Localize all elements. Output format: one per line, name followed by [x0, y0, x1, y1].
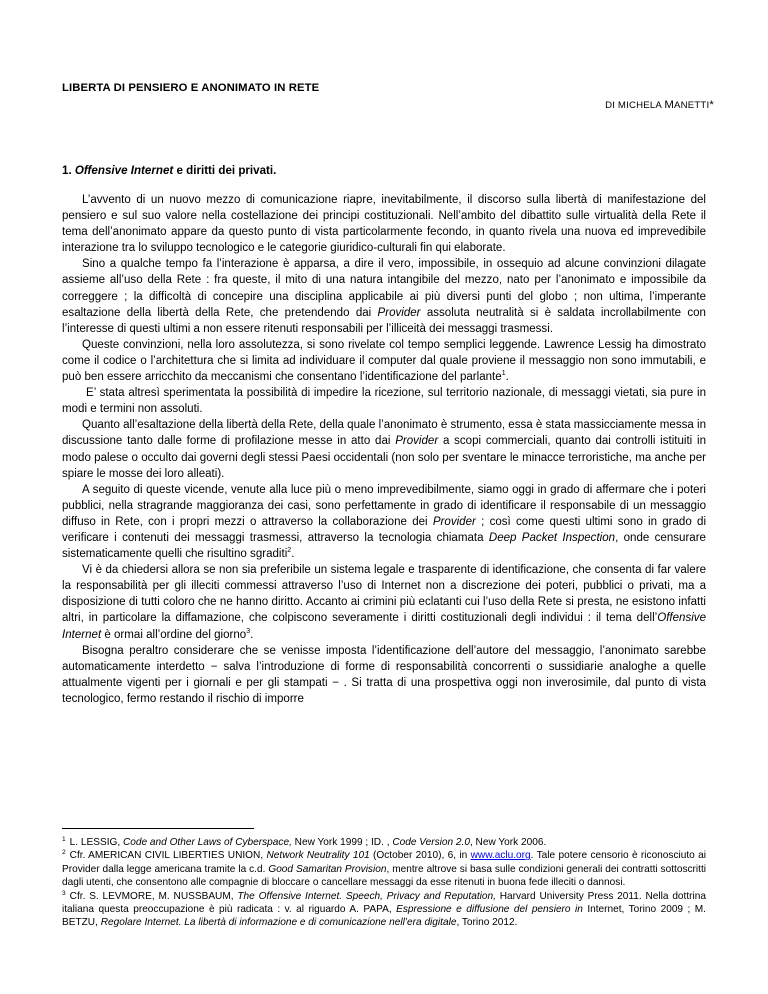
paragraph-1-text: L’avvento di un nuovo mezzo di comunicazione riapre, inevitabilmente, il discorso sulla libertà di manifestazione del pensiero e sul suo valore nella costellazione dei principi costituzionali. Nell’ambito del dibattito sulle virtualità della Rete il tema dell’anonimato appare da questo punto di vista particolarmente fecondo, in quanto rivela una nuova ed imprevedibile interazione tra lo sviluppo tecnologico e le categorie giuridico-culturali fin qui elaborate.: [62, 194, 706, 255]
body-text: [62, 192, 706, 707]
footnote-3-italic-title-2: Espressione e diffusione del pensiero in: [396, 904, 583, 916]
footnote-1-text: L. LESSIG,: [69, 837, 123, 848]
footnote-2-text-mid-2: . Tale potere censorio è riconosciuto ai Provider dalla legge americana tramite la c.d.: [62, 850, 706, 875]
footnote-ref-3[interactable]: 3: [246, 627, 251, 635]
paragraph-6-text: A seguito di queste vicende, venute alla luce più o meno imprevedibilmente, siamo oggi in grado di affermare che i poteri pubblici, nella stragrande maggioranza dei casi, sono perfettamente in grado di identificare il responsabile di un messaggio diffuso in Rete, con i propri mezzi o attraverso la collaborazione dei: [62, 483, 706, 528]
footnote-1-text-end: , New York 2006.: [469, 837, 547, 848]
footnotes: [62, 836, 706, 930]
document-page: [62, 0, 714, 994]
paragraph-8-text: Bisogna peraltro considerare che se venisse imposta l’identificazione dell’autore del messaggio, l’anonimato sarebbe automaticamente interdetto − salva l’introduzione di forme di responsabilità concorrenti o sussidiarie analoghe a quelle attualmente vigenti per i giornali e per gli stampati − . Si tratta di una prospettiva oggi non inverosimile, dal punto di vista tecnologico, fermo restando il rischio di imporre: [62, 644, 706, 705]
author-last-initial: M: [664, 99, 675, 111]
footnote-2-text-mid: (October 2010), 6, in: [369, 850, 471, 862]
footnote-separator: [62, 828, 254, 829]
footnote-3-text: Cfr. S. LEVMORE, M. NUSSBAUM,: [69, 890, 238, 902]
paragraph-7-end: .: [250, 628, 254, 641]
paragraph-5-text-end: a scopi commerciali, quanto dai controlli istituiti in modo palese o occulto dai governi degli stessi Paesi occidentali (non solo per sventare le minacce terroristiche, ma anche per spiare le mosse dei loro alleati).: [62, 435, 706, 480]
paragraph-7-italic: Offensive Internet: [62, 612, 706, 641]
paragraph-6: [62, 482, 706, 562]
paragraph-3: [62, 337, 706, 385]
paragraph-3-text: Queste convinzioni, nella loro assolutezza, si sono rivelate col tempo semplici leggende. Lawrence Lessig ha dimostrato come il codice o l’architettura che si limita ad individuare il computer dal quale proviene il messaggio non sono immutabili, e può ben essere arricchito da meccanismi che consentano l’identificazione del parlante: [62, 338, 706, 384]
paragraph-5: [62, 417, 706, 481]
author-first-name-rest: ICHELA: [626, 100, 665, 111]
paragraph-6-italic-dpi: Deep Packet Inspection: [488, 531, 616, 544]
section-title-rest: e diritti dei privati.: [173, 164, 277, 177]
footnote-2: [62, 849, 706, 889]
paragraph-6-end: .: [291, 548, 295, 561]
author-line: [605, 99, 714, 111]
paragraph-2: [62, 256, 706, 336]
footnote-3-text-mid: Harvard University Press 2011. Nella dottrina italiana questa preoccupazione è più radicata : v. al riguardo A. PAPA,: [62, 890, 706, 916]
paragraph-7-text-end: è ormai all’ordine del giorno: [101, 628, 247, 641]
paragraph-1: [62, 192, 706, 256]
footnote-3-text-end: , Torino 2012.: [456, 917, 518, 929]
footnote-1-mark: 1: [62, 836, 66, 843]
document-title: LIBERTA DI PENSIERO E ANONIMATO IN RETE: [62, 82, 320, 94]
paragraph-2-text: Sino a qualche tempo fa l’interazione è apparsa, a dire il vero, impossibile, in ossequio ad alcune convinzioni dilagate assieme all’uso della Rete : fra queste, il mito di una natura intangibile del mezzo, nato per l’anonimato e impossibile da correggere ; la difficoltà di concepire una disciplina applicabile ai più diversi punti del globo ; non ultima, l’imperante esaltazione della libertà della Rete, che pretendendo dai: [62, 258, 706, 319]
author-footnote-mark: *: [709, 99, 714, 111]
paragraph-6-text-mid: ; così come questi ultimi sono in grado di verificare i contenuti dei messaggi trasmessi, attraverso la tecnologia chiamata: [62, 515, 707, 544]
footnote-ref-1[interactable]: 1: [501, 370, 506, 378]
paragraph-7: [62, 562, 706, 642]
footnote-3-italic-title-3: Regolare Internet. La libertà di informazione e di comunicazione nell’era digitale: [100, 917, 457, 929]
footnote-1: [62, 836, 706, 849]
footnote-3-italic-title: The Offensive Internet. Speech, Privacy and Reputation,: [237, 890, 496, 902]
paragraph-4-text: E’ stata altresì sperimentata la possibilità di impedire la ricezione, sul territorio nazionale, di messaggi vietati, sia pure in modi e termini non assoluti.: [62, 387, 706, 416]
author-prefix: DI M: [605, 100, 627, 111]
footnote-1-italic-title-2: Code Version 2.0: [392, 837, 470, 848]
paragraph-7-text: Vi è da chiedersi allora se non sia preferibile un sistema legale e trasparente di identificazione, che consenta di far valere la responsabilità per gli illeciti commessi attraverso l’uso di Internet non a discrezione dei poteri, pubblici o privati, ma a disposizione di tutti coloro che ne hanno diritto. Accanto ai crimini più eclatanti cui l’uso della Rete si presta, ne esistono infatti altri, in particolare la diffamazione, che colpiscono severamente i diritti costituzionali degli individui : il tema dell’: [62, 564, 706, 625]
section-title-italic: Offensive Internet: [74, 164, 174, 177]
aclu-link[interactable]: www.aclu.org: [470, 850, 531, 862]
paragraph-2-italic: Provider: [377, 306, 421, 319]
footnote-1-text-mid: New York 1999 ; ID. ,: [291, 837, 393, 848]
paragraph-3-end: .: [505, 371, 509, 384]
footnote-2-italic-title: Network Neutrality 101: [266, 850, 370, 862]
footnote-2-text: Cfr. AMERICAN CIVIL LIBERTIES UNION,: [69, 850, 267, 862]
footnote-ref-2[interactable]: 2: [287, 547, 292, 555]
footnote-2-italic-provision: Good Samaritan Provision: [268, 863, 387, 875]
paragraph-6-italic-provider: Provider: [432, 515, 476, 528]
footnote-1-italic-title: Code and Other Laws of Cyberspace,: [122, 837, 292, 848]
paragraph-8: [62, 643, 706, 707]
footnote-2-mark: 2: [62, 849, 66, 857]
section-heading: [62, 164, 276, 177]
author-last-name-rest: ANETTI: [674, 100, 710, 111]
section-number: 1.: [62, 164, 75, 177]
paragraph-5-italic: Provider: [395, 435, 439, 448]
paragraph-2-text-end: assoluta neutralità si è saldata incrollabilmente con l’interesse di questi ultimi a non essere ritenuti responsabili per l’illiceità dei messaggi trasmessi.: [62, 306, 706, 335]
footnote-3: [62, 890, 706, 930]
footnote-3-mark: 3: [62, 889, 66, 897]
footnote-3-text-mid-2: Internet, Torino 2009 ; M. BETZU,: [62, 904, 706, 929]
paragraph-4: [62, 385, 706, 417]
footnote-2-text-end: , mentre altrove si basa sulle condizioni generali dei contratti sottoscritti dagli utenti, che consentono alle compagnie di bloccare o cancellare messaggi da esse ritenuti in buona fede illeciti o dannosi.: [62, 863, 706, 889]
paragraph-6-text-end: , onde censurare sistematicamente quelli che risultino sgraditi: [62, 531, 706, 561]
paragraph-5-text: Quanto all’esaltazione della libertà della Rete, della quale l’anonimato è strumento, essa è stata massicciamente messa in discussione tanto dalle forme di profilazione messe in atto dai: [62, 419, 706, 448]
